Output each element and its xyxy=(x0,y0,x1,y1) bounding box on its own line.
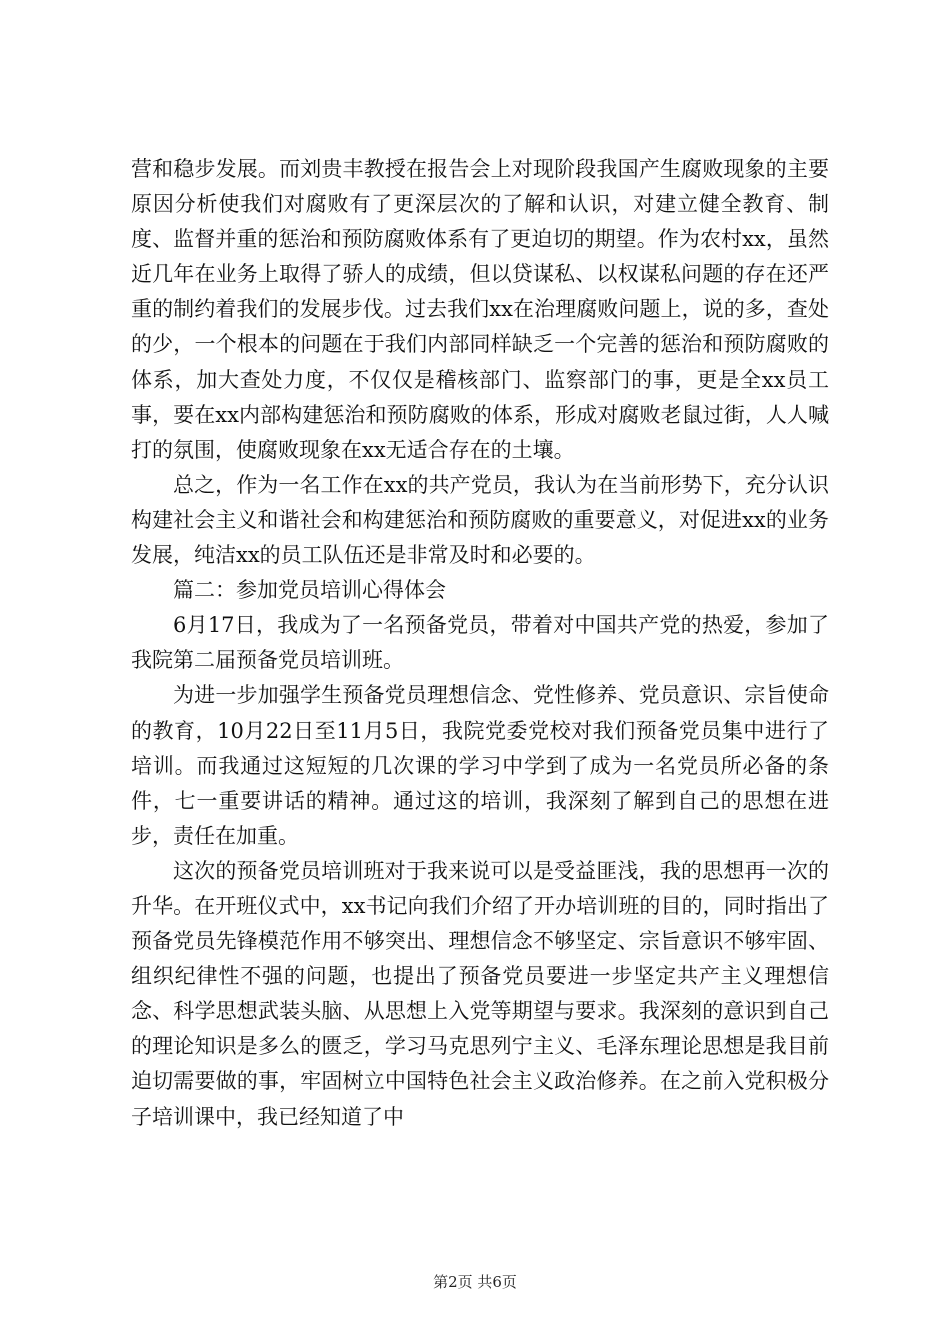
paragraph-conclusion: 总之，作为一名工作在xx的共产党员，我认为在当前形势下，充分认识构建社会主义和谐社会和构建惩治和预防腐败的重要意义，对促进xx的业务发展，纯洁xx的员工队伍还是非常及时和必要的。 xyxy=(131,472,829,568)
paragraph-continuation: 营和稳步发展。而刘贵丰教授在报告会上对现阶段我国产生腐败现象的主要原因分析使我们对腐败有了更深层次的了解和认识，对建立健全教育、制度、监督并重的惩治和预防腐败体系有了更迫切的期望。作为农村xx，虽然近几年在业务上取得了骄人的成绩，但以贷谋私、以权谋私问题的存在还严重的制约着我们的发展步伐。过去我们xx在治理腐败问题上，说的多，查处的少，一个根本的问题在于我们内部同样缺乏一个完善的惩治和预防腐败的体系，加大查处力度，不仅仅是稽核部门、监察部门的事，更是全xx员工事，要在xx内部构建惩治和预防腐败的体系，形成对腐败老鼠过街，人人喊打的氛围，使腐败现象在xx无适合存在的土壤。 xyxy=(131,157,829,462)
document-body xyxy=(131,152,829,1135)
paragraph-intro: 6月17日，我成为了一名预备党员，带着对中国共产党的热爱，参加了我院第二届预备党员培训班。 xyxy=(131,613,829,673)
paragraph-reflection: 这次的预备党员培训班对于我来说可以是受益匪浅，我的思想再一次的升华。在开班仪式中，xx书记向我们介绍了开办培训班的目的，同时指出了预备党员先锋模范作用不够突出、理想信念不够坚定、宗旨意识不够牢固、组织纪律性不强的问题，也提出了预备党员要进一步坚定共产主义理想信念、科学思想武装头脑、从思想上入党等期望与要求。我深刻的意识到自己的理论知识是多么的匮乏，学习马克思列宁主义、毛泽东理论思想是我目前迫切需要做的事，牢固树立中国特色社会主义政治修养。在之前入党积极分子培训课中，我已经知道了中 xyxy=(131,858,829,1129)
section-heading: 篇二：参加党员培训心得体会 xyxy=(173,578,446,603)
paragraph-training: 为进一步加强学生预备党员理想信念、党性修养、党员意识、宗旨使命的教育，10月22日至11月5日，我院党委党校对我们预备党员集中进行了培训。而我通过这短短的几次课的学习中学到了成为一名党员所必备的条件，七一重要讲话的精神。通过这的培训，我深刻了解到自己的思想在进步，责任在加重。 xyxy=(131,683,829,848)
page-footer: 第2页 共6页 xyxy=(433,1273,517,1291)
